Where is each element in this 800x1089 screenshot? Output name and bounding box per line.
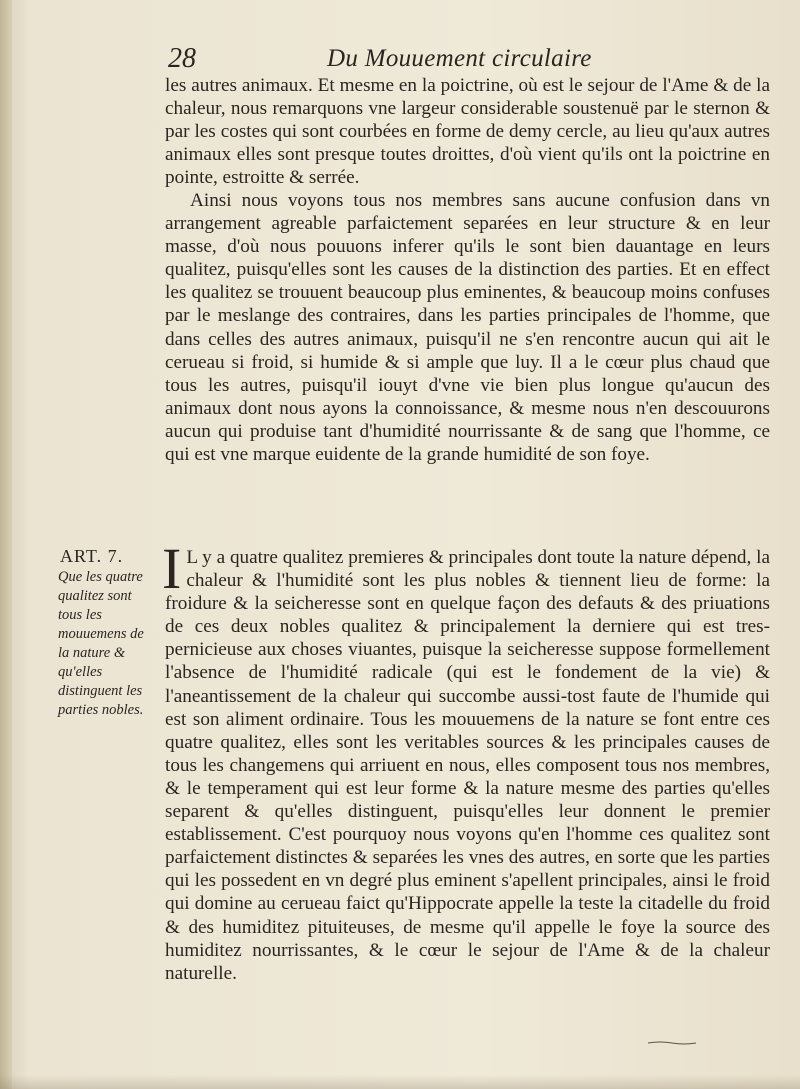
running-head: Du Mouuement circulaire bbox=[327, 45, 592, 72]
article-label: ART. 7. bbox=[60, 546, 124, 566]
paragraph-1: les autres animaux. Et mesme en la poictrine, où est le sejour de l'Ame & de la chaleur, nous remarquons vne largeur considerable soustenuë par le sternon & par les costes qui sont courbées en forme de demy cercle, au lieu qu'aux autres animaux elles sont presque toutes droittes, d'où vient qu'ils ont la poictrine en pointe, estroitte & serrée. bbox=[165, 75, 770, 189]
paragraph-3 bbox=[162, 536, 770, 985]
margin-note: Que les quatre qualitez sont tous les mouuemens de la nature & qu'elles distinguent les parties nobles. bbox=[58, 569, 144, 718]
page-number: 28 bbox=[168, 43, 196, 74]
paragraph-2: Ainsi nous voyons tous nos membres sans aucune confusion dans vn arrangement agreable parfaictement separées en leur structure & en leur masse, d'où nous pouuons inferer qu'ils le sont bien dauantage en leurs qualitez, puisqu'elles sont les causes de la distinction des parties. Et en effect les qualitez se trouuent beaucoup plus eminentes, & beaucoup moins confuses par le meslange des contraires, dans les parties principales de l'homme, que dans celles des autres animaux, puisqu'il ne s'en rencontre aucun qui ait le cerueau si froid, si humide & si ample que luy. Il a le cœur plus chaud que tous les autres, puisqu'il iouyt d'vne vie bien plus longue qu'aucun des animaux dont nous ayons la connoissance, & mesme nous n'en descouurons aucun qui produise tant d'humidité nourrissante & de sang que l'homme, ce qui est vne marque euidente de la grande humidité de son foye. bbox=[165, 190, 770, 466]
ink-flourish-icon bbox=[648, 1041, 696, 1045]
page-spine-shadow bbox=[0, 0, 12, 1089]
paragraph-3-text: L y a quatre qualitez premieres & principales dont toute la nature dépend, la chaleur & l'humidité sont les plus nobles & tiennent lieu de forme: la froidure & la seicheresse sont en quelque façon des defauts & des priuations de ces deux nobles qualitez & principalement la derniere qui est tres-pernicieuse aux choses viuantes, puisque la seicheresse suppose formellement l'absence de l'humidité radicale (qui est le fondement de la vie) & l'aneantissement de la chaleur qui succombe aussi-tost faute de l'humide qui est son aliment ordinaire. Tous les mouuemens de la nature se font entre ces quatre qualitez, elles sont les veritables sources & les principales causes de tous les changemens qui arriuent en nous, elles composent tous nos membres, & le temperament qui est leur forme & la nature mesme des parties qu'elles separent & qu'elles distinguent, puisqu'elles leur donnent le premier establissement. C'est pourquoy nous voyons qu'en l'homme ces qualitez sont parfaictement distinctes & separées les vnes des autres, en sorte que les parties qui les possedent en vn degré plus eminent s'apellent principales, ainsi le froid qui domine au cerueau faict qu'Hippocrate appelle la teste la citadelle du froid & des humiditez pituiteuses, de mesme qu'il appelle le foye la source des humiditez nourrissantes, & le cœur le sejour de l'Ame & de la chaleur naturelle. bbox=[165, 547, 770, 984]
page-bottom-edge bbox=[0, 1075, 800, 1089]
drop-cap-initial: I bbox=[162, 536, 182, 601]
